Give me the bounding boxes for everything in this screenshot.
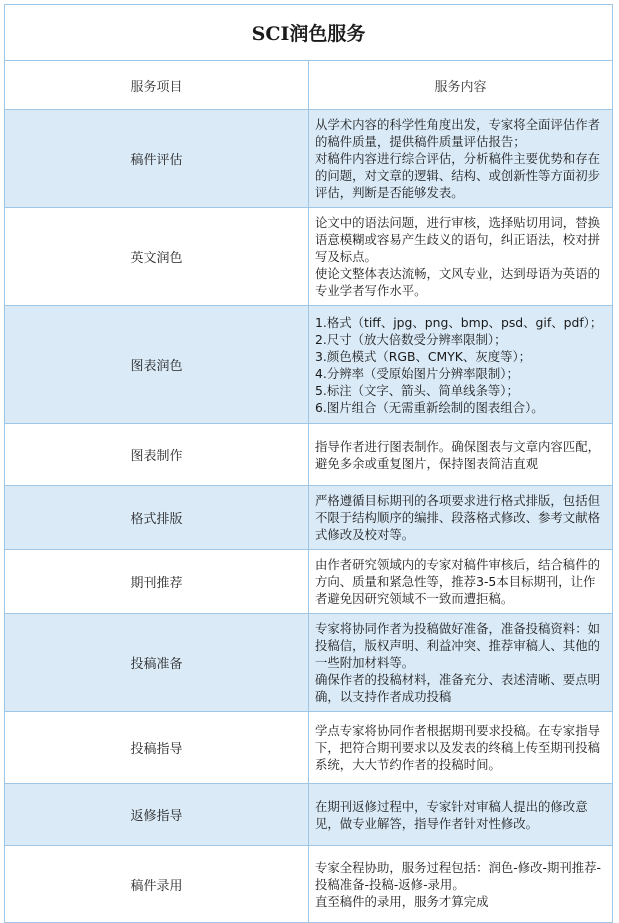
table-row [5,208,613,306]
service-item-name: 图表润色 [5,306,309,424]
table-row [5,424,613,486]
content-line: 5.标注（文字、箭头、简单线条等）； [315,382,519,398]
content-line: 3.颜色模式（RGB、CMYK、灰度等）； [315,348,532,364]
table-row [5,712,613,784]
content-line: 专家全程协助，服务过程包括：润色-修改-期刊推荐-投稿准备-投稿-返修-录用。 [315,859,602,892]
table-row [5,846,613,923]
service-item-content [309,306,613,424]
sci-service-table-wrapper [4,4,613,923]
content-line: 直至稿件的录用，服务才算完成 [315,893,489,909]
service-item-name: 返修指导 [5,784,309,846]
content-line: 论文中的语法问题，进行审核，选择贴切用词，替换语意模糊或容易产生歧义的语句，纠正语法，校对拼写及标点。 [315,215,600,264]
content-line: 对稿件内容进行综合评估，分析稿件主要优势和存在的问题，对文章的逻辑、结构、或创新性等方面初步评估，判断是否能够发表。 [315,151,600,200]
service-item-name: 英文润色 [5,208,309,306]
service-item-content [309,712,613,784]
service-item-content [309,486,613,550]
title-row [5,5,613,61]
service-item-name: 格式排版 [5,486,309,550]
content-line: 确保作者的投稿材料，准备充分、表述清晰、要点明确，以支持作者成功投稿 [315,672,600,704]
content-line: 1.格式（tiff、jpg、png、bmp、psd、gif、pdf）； [315,314,603,330]
header-service-item: 服务项目 [5,61,309,110]
header-service-content: 服务内容 [309,61,613,110]
content-line: 使论文整体表达流畅，文风专业，达到母语为英语的专业学者写作水平。 [315,266,600,298]
service-item-content [309,846,613,923]
service-item-content [309,110,613,208]
table-row [5,306,613,424]
service-item-content [309,784,613,846]
service-item-name: 稿件评估 [5,110,309,208]
service-item-content [309,614,613,712]
content-line: 学点专家将协同作者根据期刊要求投稿。在专家指导下，把符合期刊要求以及发表的终稿上传至期刊投稿系统，大大节约作者的投稿时间。 [315,723,600,772]
content-line: 严格遵循目标期刊的各项要求进行格式排版，包括但不限于结构顺序的编排、段落格式修改、参考文献格式修改及校对等。 [315,493,600,542]
service-item-name: 图表制作 [5,424,309,486]
header-row [5,61,613,110]
service-item-name: 期刊推荐 [5,550,309,614]
content-line: 4.分辨率（受原始图片分辨率限制）； [315,365,519,381]
content-line: 2.尺寸（放大倍数受分辨率限制）； [315,331,507,347]
table-row [5,614,613,712]
service-item-name: 稿件录用 [5,846,309,923]
table-row [5,110,613,208]
service-item-name: 投稿指导 [5,712,309,784]
table-row [5,784,613,846]
service-item-content [309,550,613,614]
sci-service-table [4,4,613,923]
service-item-content [309,208,613,306]
content-line: 指导作者进行图表制作。确保图表与文章内容匹配，避免多余或重复图片，保持图表简洁直观 [315,438,600,471]
service-item-content [309,424,613,486]
content-line: 由作者研究领域内的专家对稿件审核后，结合稿件的方向、质量和紧急性等，推荐3-5本目标期刊，让作者避免因研究领域不一致而遭拒稿。 [315,557,600,606]
content-line: 专家将协同作者为投稿做好准备，准备投稿资料：如投稿信，版权声明、利益冲突、推荐审稿人、其他的一些附加材料等。 [315,621,600,670]
table-row [5,486,613,550]
table-title: SCI润色服务 [5,5,613,61]
content-line: 从学术内容的科学性角度出发，专家将全面评估作者的稿件质量，提供稿件质量评估报告； [315,117,600,149]
content-line: 在期刊返修过程中，专家针对审稿人提出的修改意见，做专业解答，指导作者针对性修改。 [315,798,588,831]
service-item-name: 投稿准备 [5,614,309,712]
content-line: 6.图片组合（无需重新绘制的图表组合）。 [315,399,544,415]
table-row [5,550,613,614]
